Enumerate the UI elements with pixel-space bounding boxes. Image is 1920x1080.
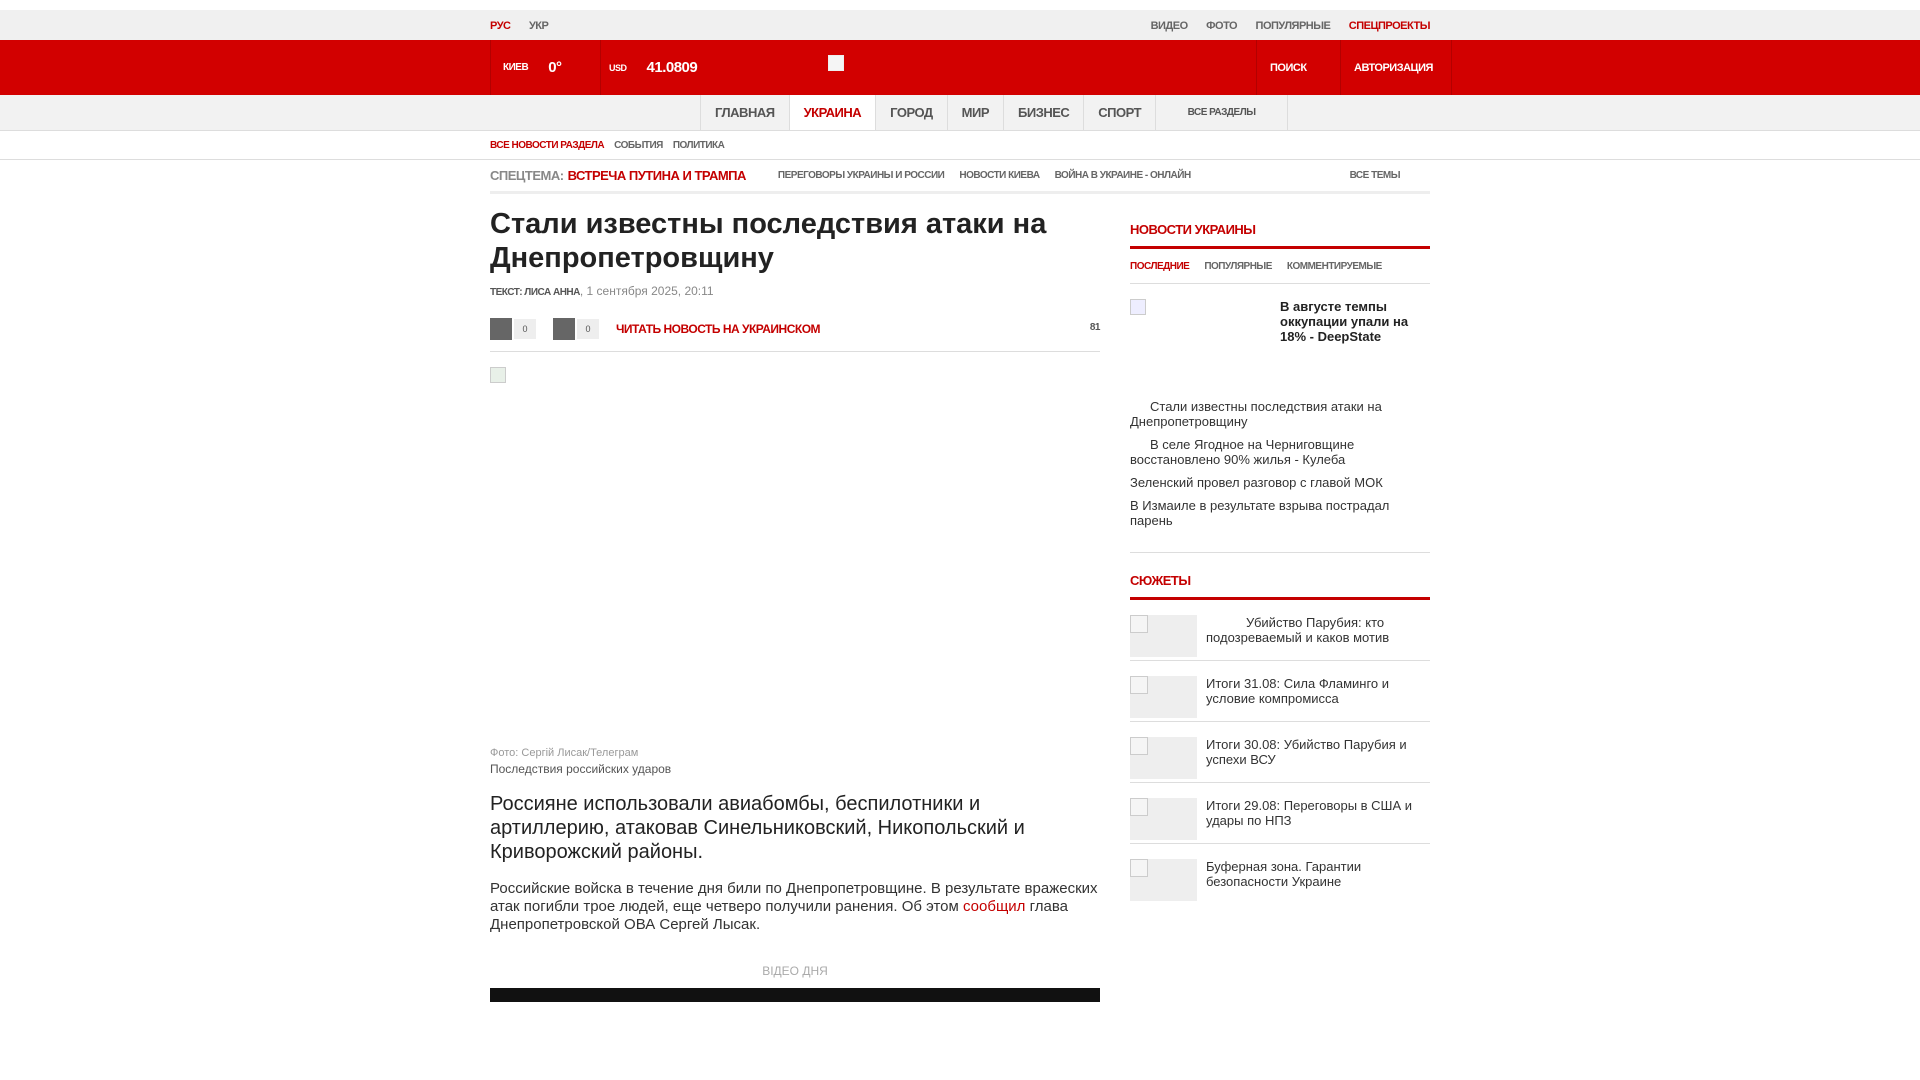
list-item[interactable]: В Измаиле в результате взрыва пострадал парень (1130, 498, 1390, 528)
story-title[interactable]: Итоги 31.08: Сила Фламинго и условие компромисса (1206, 676, 1390, 706)
special-topic-link[interactable]: ВСТРЕЧА ПУТИНА И ТРАМПА (567, 168, 746, 183)
main-navigation (0, 95, 1920, 131)
story-thumbnail[interactable] (1130, 676, 1197, 718)
story-item[interactable] (1130, 661, 1430, 722)
news-tabs (1130, 249, 1430, 284)
featured-news[interactable] (1130, 299, 1430, 394)
article-body: Российские войска в течение дня били по Днепропетровщине. В результате вражеских атак погибли трое людей, еще четверо получили ранения. Об этом сообщил глава Днепропетровской ОВА Сергей Лысак. (490, 880, 1098, 933)
video-player[interactable] (490, 988, 1100, 1002)
nav-item-business[interactable]: БИЗНЕС (1003, 95, 1083, 130)
nav-item-world[interactable]: МИР (947, 95, 1003, 130)
lang-ru-link[interactable]: РУС (490, 20, 511, 32)
nav-item-all-sections[interactable]: ВСЕ РАЗДЕЛЫ (1155, 95, 1288, 130)
video-link[interactable]: ВИДЕО (1150, 20, 1188, 32)
article (490, 207, 1100, 1002)
share-count: 0 (514, 319, 536, 339)
city-label: КИЕВ (503, 62, 529, 73)
top-utility-bar (0, 10, 1920, 40)
story-item[interactable] (1130, 722, 1430, 783)
topic-link-war-online[interactable]: ВОЙНА В УКРАИНЕ - ОНЛАЙН (1054, 170, 1191, 181)
currency-widget[interactable] (600, 40, 710, 95)
article-title: Стали известны последствия атаки на Днепропетровщину (490, 208, 1047, 274)
article-meta: ТЕКСТ: ЛИСА АННА, 1 сентября 2025, 20:11 (490, 284, 714, 298)
story-thumbnail[interactable] (1130, 737, 1197, 779)
story-item[interactable] (1130, 600, 1430, 661)
section-subnav (0, 131, 1920, 160)
nav-item-home[interactable]: ГЛАВНАЯ (700, 95, 789, 130)
site-logo[interactable] (828, 55, 844, 71)
ukraine-news-title[interactable]: НОВОСТИ УКРАИНЫ (1130, 222, 1430, 249)
weather-widget[interactable] (490, 40, 600, 95)
temperature-value: 0° (548, 59, 562, 76)
special-topic-label: СПЕЦТЕМА: (490, 168, 564, 183)
special-topic-bar (0, 160, 1920, 194)
broken-image-icon (1130, 299, 1146, 315)
featured-news-title[interactable]: В августе темпы оккупации упали на 18% - DeepState (1280, 299, 1409, 344)
nav-item-ukraine[interactable]: УКРАИНА (789, 95, 876, 130)
photo-link[interactable]: ФОТО (1206, 20, 1238, 32)
subnav-politics[interactable]: ПОЛИТИКА (672, 140, 725, 151)
subnav-all-news[interactable]: ВСЕ НОВОСТИ РАЗДЕЛА (490, 140, 605, 151)
stories-title[interactable]: СЮЖЕТЫ (1130, 573, 1430, 600)
photo-caption: Последствия российских ударов (490, 762, 672, 776)
social-bar (490, 318, 1100, 352)
tab-latest[interactable]: ПОСЛЕДНИЕ (1130, 260, 1190, 272)
topic-link-negotiations[interactable]: ПЕРЕГОВОРЫ УКРАИНЫ И РОССИИ (777, 170, 945, 181)
source-link[interactable]: сообщил (963, 898, 1026, 915)
currency-label: USD (609, 62, 627, 73)
subnav-events[interactable]: СОБЫТИЯ (614, 140, 663, 151)
topic-link-kyiv-news[interactable]: НОВОСТИ КИЕВА (959, 170, 1040, 181)
news-list (1130, 399, 1430, 553)
login-button[interactable]: АВТОРИЗАЦИЯ (1340, 40, 1452, 95)
nav-item-city[interactable]: ГОРОД (875, 95, 947, 130)
video-of-day-label: ВІДЕО ДНЯ (762, 964, 828, 978)
story-title[interactable]: Итоги 29.08: Переговоры в США и удары по НПЗ (1206, 798, 1413, 828)
story-thumbnail[interactable] (1130, 798, 1197, 840)
site-header (0, 40, 1920, 95)
story-title[interactable]: Убийство Парубия: кто подозреваемый и каков мотив (1206, 615, 1390, 645)
popular-link[interactable]: ПОПУЛЯРНЫЕ (1255, 20, 1331, 32)
views-count: 81 (1089, 322, 1100, 333)
article-author[interactable]: ТЕКСТ: ЛИСА АННА (490, 287, 580, 298)
article-date: 1 сентября 2025, 20:11 (586, 284, 714, 298)
article-lead: Россияне использовали авиабомбы, беспилотники и артиллерию, атаковав Синельниковский, Никопольский и Криворожский районы. (490, 793, 1025, 863)
list-item[interactable]: Стали известны последствия атаки на Днепропетровщину (1130, 399, 1382, 429)
share-count: 0 (577, 319, 599, 339)
article-photo (490, 367, 1100, 747)
story-thumbnail[interactable] (1130, 859, 1197, 901)
all-topics-link[interactable]: ВСЕ ТЕМЫ (1349, 170, 1400, 181)
stories-section (1130, 573, 1430, 905)
story-item[interactable] (1130, 783, 1430, 844)
broken-image-icon (490, 367, 506, 383)
story-title[interactable]: Буферная зона. Гарантии безопасности Украине (1206, 859, 1362, 889)
share-facebook-icon[interactable] (490, 318, 512, 340)
story-title[interactable]: Итоги 30.08: Убийство Парубия и успехи ВСУ (1206, 737, 1407, 767)
list-item[interactable]: Зеленский провел разговор с главой МОК (1130, 475, 1383, 490)
nav-item-sport[interactable]: СПОРТ (1083, 95, 1155, 130)
special-projects-link[interactable]: СПЕЦПРОЕКТЫ (1348, 20, 1430, 32)
search-button[interactable]: ПОИСК (1256, 40, 1340, 95)
share-telegram-icon[interactable] (553, 318, 575, 340)
photo-credit: Фото: Сергій Лисак/Телеграм (490, 747, 639, 759)
story-item[interactable] (1130, 844, 1430, 905)
list-item[interactable]: В селе Ягодное на Черниговщине восстановлено 90% жилья - Кулеба (1130, 437, 1355, 467)
lang-ua-link[interactable]: УКР (528, 20, 549, 32)
tab-popular[interactable]: ПОПУЛЯРНЫЕ (1204, 260, 1272, 272)
currency-rate: 41.0809 (646, 59, 698, 76)
story-thumbnail[interactable] (1130, 615, 1197, 657)
sidebar (1130, 222, 1430, 905)
tab-commented[interactable]: КОММЕНТИРУЕМЫЕ (1286, 260, 1382, 272)
read-in-ukrainian-link[interactable]: ЧИТАТЬ НОВОСТЬ НА УКРАИНСКОМ (616, 321, 821, 336)
